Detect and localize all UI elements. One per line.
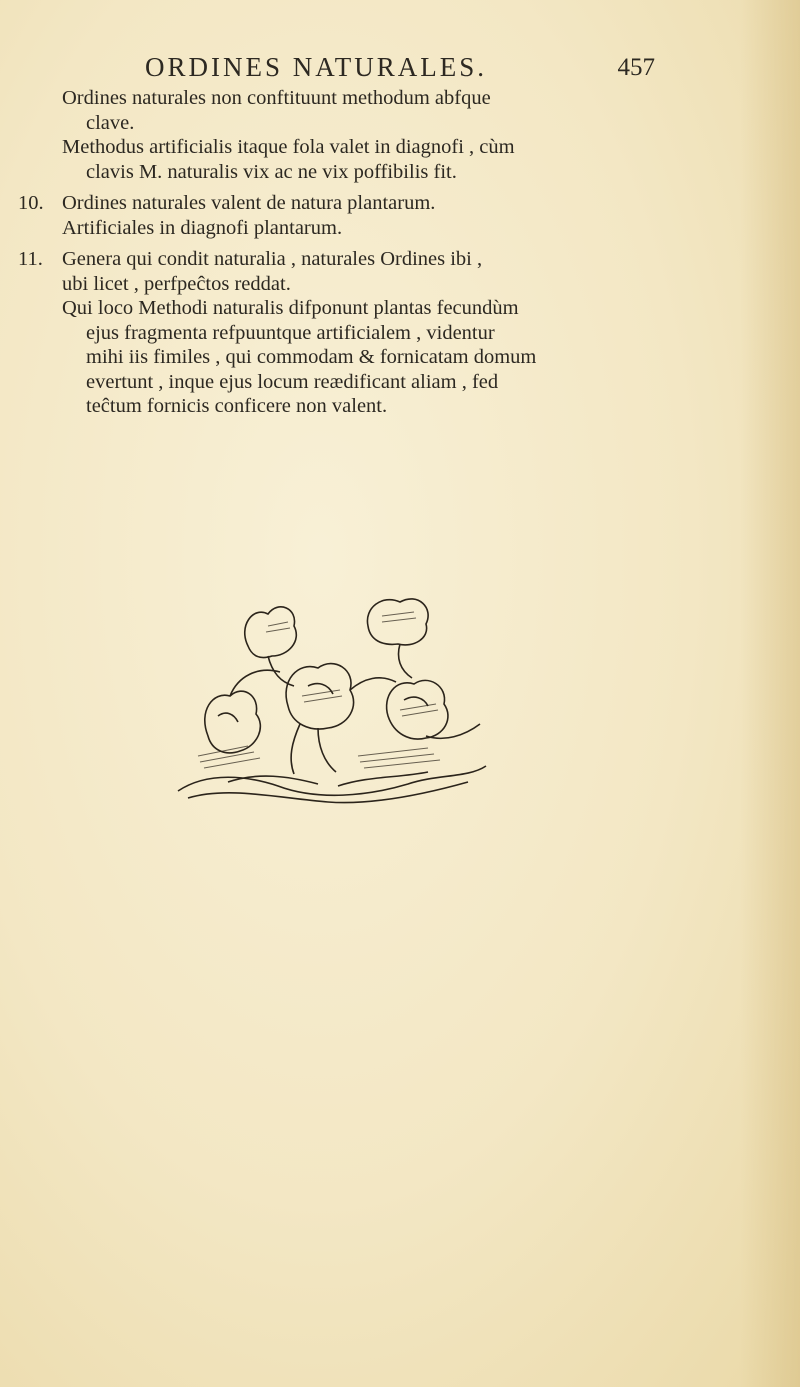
text-line: Qui loco Methodi naturalis difponunt plantas fecundùm: [62, 297, 519, 319]
page-number: 457: [617, 54, 655, 81]
page-text: [18, 86, 632, 419]
text-line: Artificiales in diagnofi plantarum.: [62, 216, 343, 239]
text-line: mihi iis fimiles , qui commodam & fornicatam domum: [86, 346, 537, 368]
text-line: ubi licet , perfpeĉtos reddat.: [62, 272, 291, 295]
text-line: clave.: [86, 111, 135, 134]
paragraph-methodus-artificialis: [62, 135, 632, 184]
text-line: evertunt , inque ejus locum reædificant aliam , fed: [86, 370, 499, 393]
numbered-item-10: [18, 191, 632, 240]
page-header: [145, 52, 655, 88]
text-line: Genera qui condit naturalia , naturales Ordines ibi ,: [62, 248, 483, 270]
text-line: teĉtum fornicis conficere non valent.: [86, 395, 388, 417]
text-line: clavis M. naturalis vix ac ne vix poffibilis fit.: [86, 160, 457, 183]
paragraph-qui-loco: [62, 296, 632, 419]
text-line: ejus fragmenta refpuuntque artificialem , videntur: [86, 321, 495, 344]
cherubs-tailpiece-icon: [168, 586, 498, 808]
paragraph-methodum: [62, 86, 632, 135]
item-number: 11.: [18, 248, 43, 270]
item-number: 10.: [18, 192, 44, 214]
page-edge-shadow: [740, 0, 800, 1387]
running-head: ORDINES NATURALES.: [145, 52, 488, 82]
text-line: Methodus artificialis itaque fola valet in diagnofi , cùm: [62, 136, 515, 158]
numbered-item-11: [18, 247, 632, 296]
text-line: Ordines naturales valent de natura plantarum.: [62, 192, 436, 214]
text-line: Ordines naturales non conftituunt methodum abfque: [62, 87, 491, 109]
